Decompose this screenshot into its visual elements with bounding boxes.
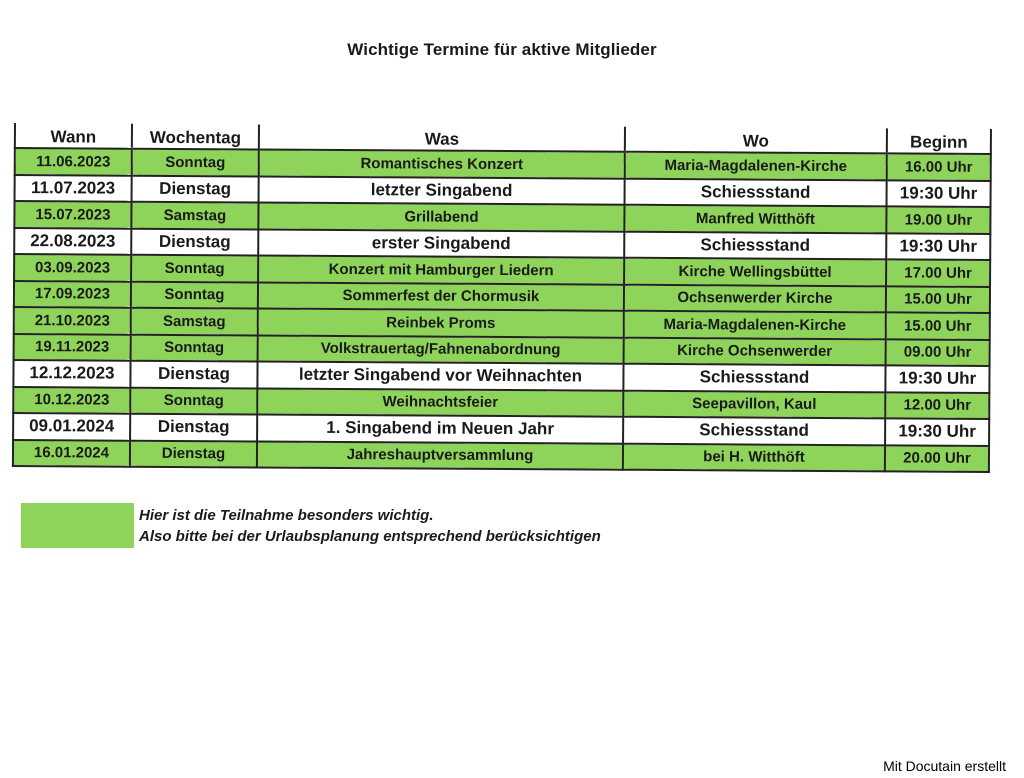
document-title: Wichtige Termine für aktive Mitglieder <box>347 40 657 59</box>
footer-note: Mit Docutain erstellt <box>883 758 1006 774</box>
cell-start: 17.00 Uhr <box>886 259 990 286</box>
cell-weekday: Samstag <box>131 202 258 229</box>
cell-start: 19:30 Uhr <box>887 180 991 207</box>
cell-start: 20.00 Uhr <box>885 445 989 472</box>
cell-start: 19:30 Uhr <box>885 365 989 392</box>
cell-location: Schiessstand <box>624 231 886 259</box>
column-header-wo: Wo <box>625 127 887 154</box>
cell-event: Sommerfest der Chormusik <box>258 282 624 311</box>
cell-weekday: Sonntag <box>130 387 257 414</box>
cell-event: Romantisches Konzert <box>259 149 625 178</box>
cell-weekday: Dienstag <box>130 414 257 441</box>
legend-text <box>139 505 601 547</box>
cell-weekday: Dienstag <box>131 228 258 255</box>
cell-date: 12.12.2023 <box>13 360 130 387</box>
legend-line-1: Hier ist die Teilnahme besonders wichtig. <box>139 507 434 524</box>
cell-start: 19:30 Uhr <box>885 418 989 445</box>
cell-location: Kirche Ochsenwerder <box>624 337 886 365</box>
cell-weekday: Sonntag <box>131 334 258 361</box>
cell-date: 11.07.2023 <box>15 175 132 202</box>
cell-event: Reinbek Proms <box>258 308 624 337</box>
cell-event: erster Singabend <box>258 229 624 258</box>
cell-event: Grillabend <box>258 202 624 231</box>
cell-location: Manfred Witthöft <box>624 205 886 233</box>
table-row <box>13 440 989 472</box>
cell-event: Jahreshauptversammlung <box>257 441 623 470</box>
column-header-was: Was <box>259 124 625 151</box>
cell-date: 17.09.2023 <box>14 281 131 308</box>
cell-date: 16.01.2024 <box>13 440 130 467</box>
cell-start: 16.00 Uhr <box>887 153 991 180</box>
cell-weekday: Sonntag <box>131 255 258 282</box>
column-header-wann: Wann <box>15 123 132 149</box>
cell-weekday: Dienstag <box>130 440 257 467</box>
cell-start: 19:30 Uhr <box>886 233 990 260</box>
cell-start: 15.00 Uhr <box>886 312 990 339</box>
cell-location: bei H. Witthöft <box>623 443 885 471</box>
cell-date: 03.09.2023 <box>14 254 131 281</box>
cell-date: 11.06.2023 <box>15 148 132 175</box>
cell-event: 1. Singabend im Neuen Jahr <box>257 414 623 443</box>
cell-event: Volkstrauertag/Fahnenabordnung <box>258 335 624 364</box>
cell-location: Schiessstand <box>625 178 887 206</box>
cell-weekday: Dienstag <box>132 175 259 202</box>
legend-line-2: Also bitte bei der Urlaubsplanung entsprechend berücksichtigen <box>139 528 601 545</box>
cell-date: 22.08.2023 <box>14 228 131 255</box>
cell-date: 19.11.2023 <box>14 334 131 361</box>
cell-start: 15.00 Uhr <box>886 286 990 313</box>
cell-date: 21.10.2023 <box>14 307 131 334</box>
cell-location: Schiessstand <box>623 417 885 445</box>
cell-start: 19.00 Uhr <box>886 206 990 233</box>
cell-weekday: Samstag <box>131 308 258 335</box>
cell-start: 09.00 Uhr <box>886 339 990 366</box>
column-header-beginn: Beginn <box>887 128 991 154</box>
cell-date: 09.01.2024 <box>13 413 130 440</box>
cell-event: Konzert mit Hamburger Liedern <box>258 255 624 284</box>
cell-weekday: Sonntag <box>132 149 259 176</box>
column-header-wochentag: Wochentag <box>132 124 259 150</box>
cell-location: Schiessstand <box>623 364 885 392</box>
cell-location: Maria-Magdalenen-Kirche <box>624 311 886 339</box>
cell-location: Ochsenwerder Kirche <box>624 284 886 312</box>
cell-event: letzter Singabend vor Weihnachten <box>257 361 623 390</box>
cell-date: 10.12.2023 <box>13 387 130 414</box>
cell-weekday: Dienstag <box>130 361 257 388</box>
cell-event: letzter Singabend <box>259 176 625 205</box>
table-body <box>13 148 991 472</box>
schedule-table <box>12 123 992 473</box>
cell-weekday: Sonntag <box>131 281 258 308</box>
cell-location: Seepavillon, Kaul <box>623 390 885 418</box>
cell-date: 15.07.2023 <box>14 201 131 228</box>
legend-color-swatch <box>21 503 134 548</box>
cell-event: Weihnachtsfeier <box>257 388 623 417</box>
cell-location: Maria-Magdalenen-Kirche <box>625 152 887 180</box>
cell-start: 12.00 Uhr <box>885 392 989 419</box>
cell-location: Kirche Wellingsbüttel <box>624 258 886 286</box>
